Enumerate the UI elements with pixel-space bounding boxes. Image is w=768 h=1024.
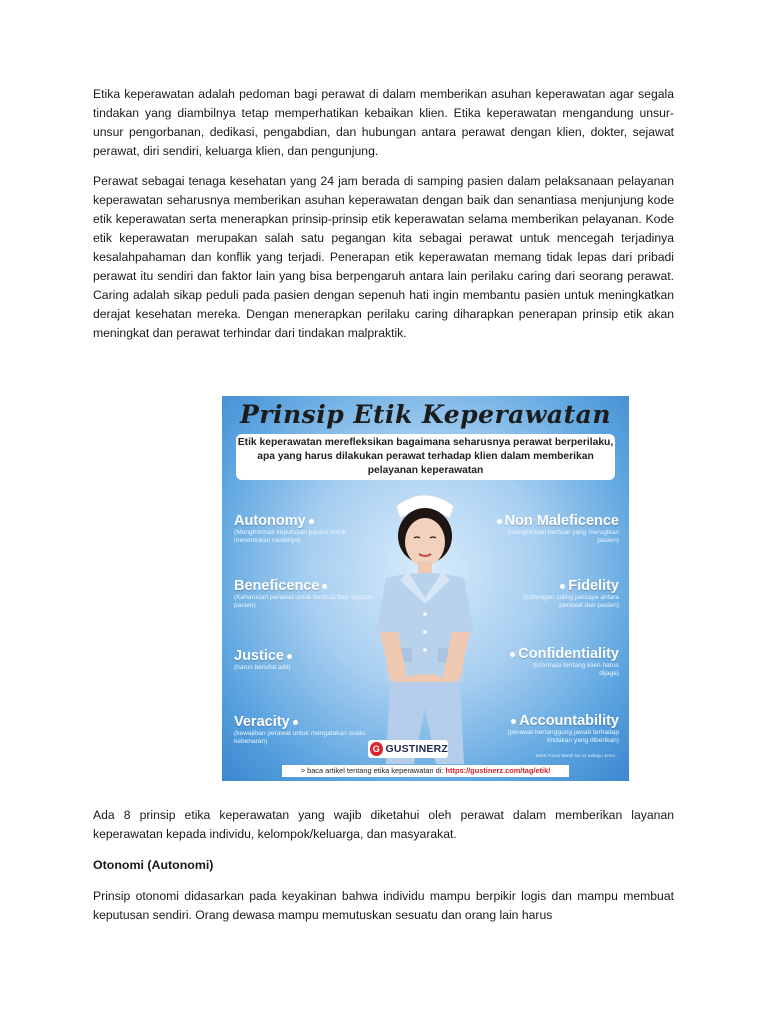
bullet-dot-icon (497, 519, 502, 524)
bullet-dot-icon (511, 719, 516, 724)
principle-non-maleficence (494, 513, 619, 545)
principle-name: Confidentiality (518, 646, 619, 662)
paragraph-caring: Perawat sebagai tenaga kesehatan yang 24 jam berada di samping pasien dalam pelaksanaan pelayanan keperawatan seharusnya memberikan asuhan keperawatan dengan baik dan senantiasa menjunjung kode etik keperawatan serta menerapkan prinsip-prinsip etik keperawatan selama memberikan pelayanan. Kode etik keperawatan merupakan salah satu pegangan kita sebagai perawat untuk mencegah terjadinya kesalahpahaman dan konflik yang terjadi. Penerapan etik keperawatan memang tidak lepas dari pribadi perawat itu sendiri dan faktor lain yang bisa berpengaruh antara lain perilaku caring dari seorang perawat. Caring adalah sikap peduli pada pasien dengan sepenuh hati ingin membantu pasien untuk meningkatkan derajat kesehatan mereka. Dengan menerapkan perilaku caring diharapkan penerapan prinsip etik akan meningkat dan perawat terhindar dari tindakan malpraktik. (93, 174, 674, 340)
principle-veracity (234, 714, 374, 746)
principle-accountability (489, 713, 619, 745)
bullet-dot-icon (322, 584, 327, 589)
principle-description: (Keharusan perawat untuk berbuat baik kepada pasien) (234, 594, 373, 609)
principle-description: (menghindari berbuat yang merugikan pasien) (507, 529, 619, 544)
principle-name: Autonomy (234, 513, 306, 529)
principle-description: (informasi tentang klien harus dijaga) (532, 662, 619, 677)
bullet-dot-icon (309, 519, 314, 524)
gustinerz-logo (368, 740, 448, 758)
infographic-footer (282, 765, 569, 777)
footer-link[interactable]: https://gustinerz.com/tag/etik/ (445, 766, 551, 775)
bullet-dot-icon (293, 720, 298, 725)
infographic-image (222, 396, 629, 781)
paragraph-eight-principles: Ada 8 prinsip etika keperawatan yang wajib diketahui oleh perawat dalam memberikan layanan keperawatan kepada individu, kelompok/keluarga, dan masyarakat. (93, 808, 674, 841)
principle-autonomy (234, 513, 374, 545)
principle-description: (Menghormati keputusan pasien untuk menentukan nasibnya) (234, 529, 347, 544)
logo-mark-icon: G (370, 742, 383, 756)
paragraph-otonomi: Prinsip otonomi didasarkan pada keyakinan bahwa individu mampu berpikir logis dan mampu membuat keputusan sendiri. Orang dewasa mampu memutuskan sesuatu dan orang lain harus (93, 889, 674, 922)
paragraph-intro: Etika keperawatan adalah pedoman bagi perawat di dalam memberikan asuhan keperawatan agar segala tindakan yang diambilnya tetap memperhatikan kebaikan klien. Etika keperawatan mengandung unsur-unsur pengorbanan, dedikasi, pengabdian, dan hubungan antara perawat dengan klien, dokter, sejawat perawat, diri sendiri, keluarga klien, dan pengunjung. (93, 87, 674, 158)
principle-beneficence (234, 578, 374, 610)
footer-text: > baca artikel tentang etika keperawatan di: (300, 766, 446, 775)
bullet-dot-icon (560, 584, 565, 589)
principle-name: Beneficence (234, 578, 320, 594)
infographic-title: Prinsip Etik Keperawatan (239, 400, 611, 429)
principle-name: Accountability (519, 713, 619, 729)
principle-description: (harus bersifat adil) (234, 664, 291, 671)
principle-confidentiality (507, 646, 619, 678)
image-credit: Bolut Purwo Baruh No.11 Indrayu Jerso (536, 753, 615, 758)
principle-fidelity (499, 578, 619, 610)
principle-description: (perawat bertanggung jawab terhadap tindakan yang diberikan) (507, 729, 619, 744)
principle-justice (234, 648, 374, 672)
principle-description: (kewajiban perawat untuk mengatakan suatu kebenaran) (234, 730, 365, 745)
section-heading-otonomi: Otonomi (Autonomi) (93, 858, 214, 872)
logo-text: GUSTINERZ (385, 743, 448, 755)
principle-name: Veracity (234, 714, 290, 730)
principle-name: Non Maleficence (504, 513, 619, 529)
principle-description: (hubungan saling percaya antara perawat dan pasien) (522, 594, 619, 609)
principle-name: Fidelity (568, 578, 619, 594)
bullet-dot-icon (510, 652, 515, 657)
bullet-dot-icon (287, 654, 292, 659)
infographic-intro-box: Etik keperawatan merefleksikan bagaimana seharusnya perawat berperilaku, apa yang harus dilakukan perawat terhadap klien dalam memberikan pelayanan keperawatan (236, 434, 615, 480)
principle-name: Justice (234, 648, 284, 664)
